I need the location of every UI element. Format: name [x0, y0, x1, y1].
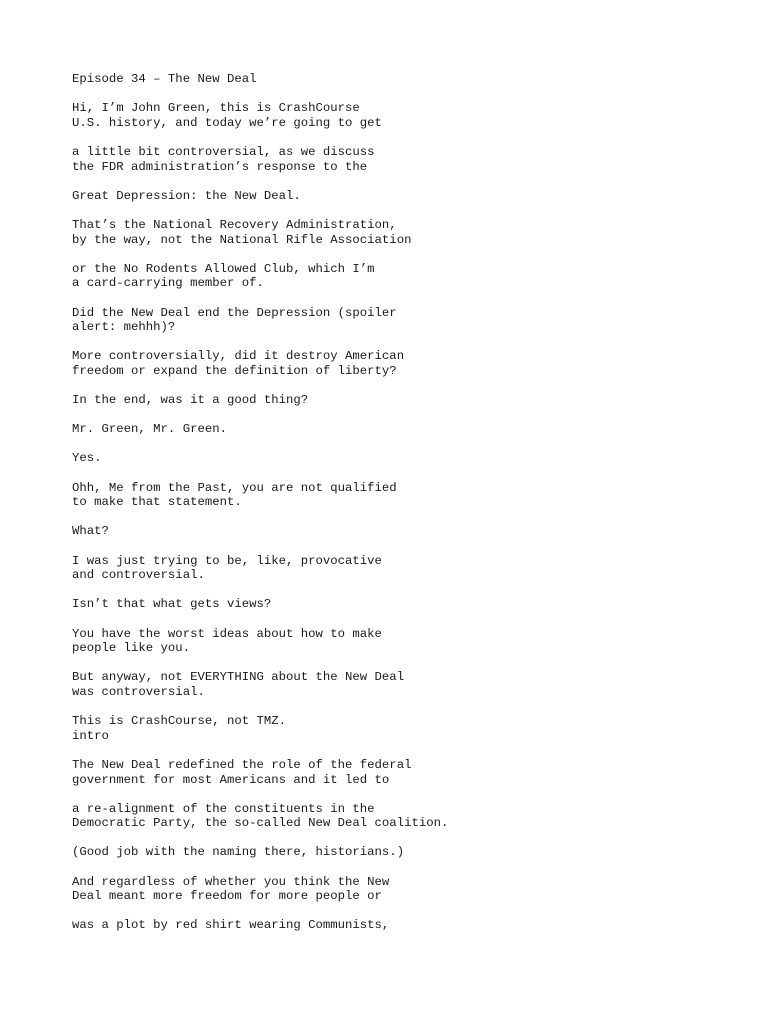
text-line: was a plot by red shirt wearing Communists, — [72, 918, 390, 933]
text-line: a card-carrying member of. — [72, 276, 264, 291]
text-line: government for most Americans and it led to — [72, 772, 390, 787]
text-line: (Good job with the naming there, historians.) — [72, 845, 405, 860]
text-line: What? — [72, 524, 109, 539]
paragraph — [72, 349, 672, 378]
paragraph — [72, 524, 672, 539]
text-line: Ohh, Me from the Past, you are not qualified — [72, 480, 397, 495]
text-line: freedom or expand the definition of liberty? — [72, 363, 397, 378]
text-line: intro — [72, 728, 109, 743]
paragraph — [72, 101, 672, 130]
text-line: Great Depression: the New Deal. — [72, 188, 301, 203]
text-line: Did the New Deal end the Depression (spoiler — [72, 305, 397, 320]
paragraph — [72, 758, 672, 787]
paragraph — [72, 393, 672, 408]
text-line: a little bit controversial, as we discuss — [72, 144, 375, 159]
text-line: More controversially, did it destroy American — [72, 349, 405, 364]
paragraph — [72, 262, 672, 291]
text-line: I was just trying to be, like, provocative — [72, 553, 382, 568]
text-line: or the No Rodents Allowed Club, which I’m — [72, 261, 375, 276]
text-line: Yes. — [72, 451, 102, 466]
paragraph — [72, 597, 672, 612]
text-line: Mr. Green, Mr. Green. — [72, 422, 227, 437]
paragraph — [72, 875, 672, 904]
paragraph — [72, 554, 672, 583]
paragraph — [72, 422, 672, 437]
text-line: Democratic Party, the so-called New Deal coalition. — [72, 816, 449, 831]
paragraph — [72, 481, 672, 510]
paragraph — [72, 802, 672, 831]
paragraph — [72, 218, 672, 247]
paragraph — [72, 714, 672, 743]
text-line: That’s the National Recovery Administration, — [72, 217, 397, 232]
text-line: to make that statement. — [72, 495, 242, 510]
text-line: a re-alignment of the constituents in the — [72, 801, 375, 816]
paragraph — [72, 845, 672, 860]
text-line: by the way, not the National Rifle Association — [72, 232, 412, 247]
text-line: In the end, was it a good thing? — [72, 393, 309, 408]
text-line: U.S. history, and today we’re going to get — [72, 115, 382, 130]
text-line: This is CrashCourse, not TMZ. — [72, 714, 287, 729]
text-line: people like you. — [72, 641, 191, 656]
paragraph — [72, 451, 672, 466]
text-line: You have the worst ideas about how to make — [72, 626, 382, 641]
text-line: Isn’t that what gets views? — [72, 597, 272, 612]
text-line: Hi, I’m John Green, this is CrashCourse — [72, 101, 360, 116]
paragraph — [72, 918, 672, 933]
text-line: Deal meant more freedom for more people or — [72, 889, 382, 904]
paragraph — [72, 670, 672, 699]
text-line: the FDR administration’s response to the — [72, 159, 368, 174]
paragraph — [72, 306, 672, 335]
text-line: But anyway, not EVERYTHING about the New Deal — [72, 670, 405, 685]
paragraph — [72, 627, 672, 656]
text-line: was controversial. — [72, 684, 205, 699]
text-line: alert: mehhh)? — [72, 320, 176, 335]
paragraph — [72, 145, 672, 174]
text-line: And regardless of whether you think the New — [72, 874, 390, 889]
paragraph — [72, 189, 672, 204]
text-line: Episode 34 – The New Deal — [72, 72, 257, 86]
transcript-body — [72, 72, 672, 948]
text-line: and controversial. — [72, 568, 205, 583]
paragraph — [72, 72, 672, 87]
text-line: The New Deal redefined the role of the federal — [72, 757, 412, 772]
